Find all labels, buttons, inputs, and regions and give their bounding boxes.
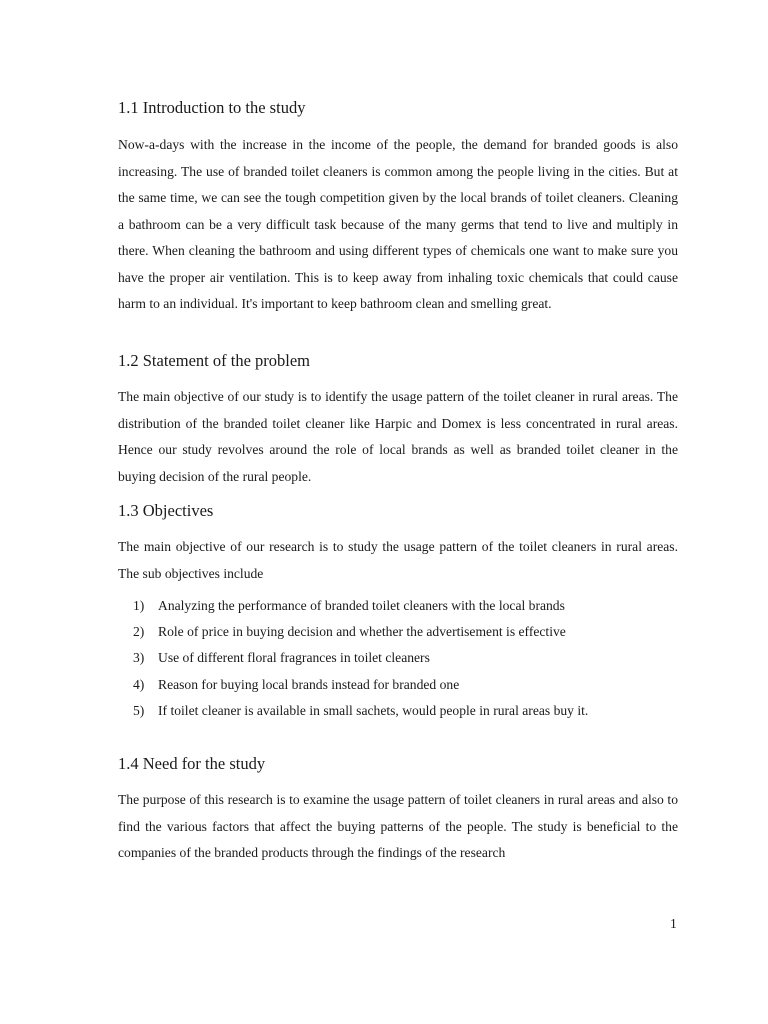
list-item	[118, 593, 678, 619]
list-item	[118, 672, 678, 698]
list-item	[118, 619, 678, 645]
objectives-list	[118, 593, 678, 724]
page-number: 1	[670, 916, 677, 931]
list-item-number: 1)	[133, 598, 145, 613]
list-item-text: Analyzing the performance of branded toilet cleaners with the local brands	[158, 598, 565, 613]
section-body-objectives: The main objective of our research is to study the usage pattern of the toilet cleaners in rural areas. The sub objectives include	[118, 539, 678, 581]
section-body-statement-of-problem: The main objective of our study is to identify the usage pattern of the toilet cleaner in rural areas. The distribution of the branded toilet cleaner like Harpic and Domex is less concentrated in rural areas. Hence our study revolves around the role of local brands as well as branded toilet cleaner in the buying decision of the rural people.	[118, 389, 678, 484]
list-item-number: 3)	[133, 650, 145, 666]
section-heading-statement-of-problem: 1.2 Statement of the problem	[118, 351, 310, 370]
list-item-number: 5)	[133, 702, 145, 718]
section-heading-need-for-study: 1.4 Need for the study	[118, 754, 266, 773]
section-heading-introduction: 1.1 Introduction to the study	[118, 98, 306, 117]
section-heading-objectives: 1.3 Objectives	[118, 501, 214, 520]
list-item-number: 4)	[133, 676, 145, 692]
list-item-text: Reason for buying local brands instead for branded one	[158, 676, 460, 692]
section-body-need-for-study: The purpose of this research is to examine the usage pattern of toilet cleaners in rural areas and also to find the various factors that affect the buying patterns of the people. The study is beneficial to the companies of the branded products through the findings of the research	[118, 792, 678, 860]
list-item-text: If toilet cleaner is available in small sachets, would people in rural areas buy it.	[158, 702, 589, 718]
list-item-text: Role of price in buying decision and whether the advertisement is effective	[158, 624, 566, 640]
list-item-text: Use of different floral fragrances in toilet cleaners	[158, 650, 430, 666]
section-body-introduction: Now-a-days with the increase in the income of the people, the demand for branded goods is also increasing. The use of branded toilet cleaners is common among the people living in the cities. But at the same time, we can see the tough competition given by the local brands of toilet cleaners. Cleaning a bathroom can be a very difficult task because of the many germs that tend to live and multiply in there. When cleaning the bathroom and using different types of chemicals one want to make sure you have the proper air ventilation. This is to keep away from inhaling toxic chemicals that could cause harm to an individual. It's important to keep bathroom clean and smelling great.	[118, 137, 678, 311]
list-item-number: 2)	[133, 624, 145, 640]
list-item	[118, 698, 678, 724]
list-item	[118, 645, 678, 671]
